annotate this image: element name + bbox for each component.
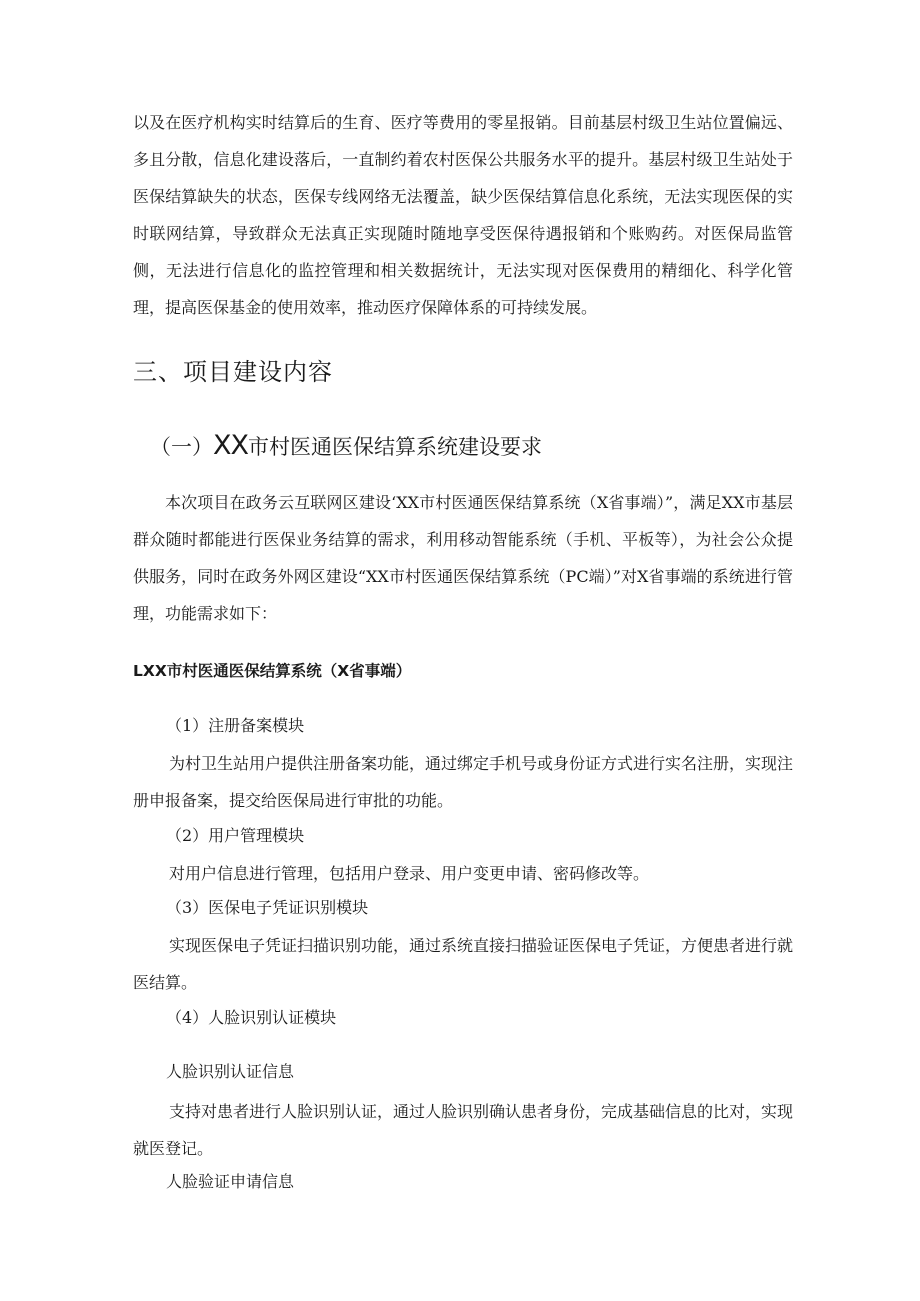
subsection-prefix: （一） xyxy=(150,435,213,459)
module-description: 实现医保电子凭证扫描识别功能，通过系统直接扫描验证医保电子凭证，方便患者进行就医结算。 xyxy=(133,936,794,992)
module-description: 为村卫生站用户提供注册备案功能，通过绑定手机号或身份证方式进行实名注册，实现注册申报备案，提交给医保局进行审批的功能。 xyxy=(133,754,794,810)
system-heading: LXX市村医通医保结算系统（X省事端） xyxy=(133,662,412,680)
subsection-title: 市村医通医保结算系统建设要求 xyxy=(248,435,542,459)
project-paragraph: 本次项目在政务云互联网区建设‘XX市村医通医保结算系统（X省事端）”，满足XX市基层群众随时都能进行医保业务结算的需求，利用移动智能系统（手机、平板等），为社会公众提供服务，同时在政务外网区建设“XX市村医通医保结算系统（PC端）”对X省事端的系统进行管理，功能需求如下： xyxy=(133,493,793,623)
section-heading: 三、项目建设内容 xyxy=(133,358,333,386)
module-title: （2）用户管理模块 xyxy=(166,826,305,845)
module-description: 对用户信息进行管理，包括用户登录、用户变更申请、密码修改等。 xyxy=(169,864,650,883)
module-title: （4）人脸识别认证模块 xyxy=(166,1008,337,1027)
module-title: （3）医保电子凭证识别模块 xyxy=(166,898,369,917)
intro-paragraph: 以及在医疗机构实时结算后的生育、医疗等费用的零星报销。目前基层村级卫生站位置偏远、多且分散，信息化建设落后，一直制约着农村医保公共服务水平的提升。基层村级卫生站处于医保结算缺失的状态，医保专线网络无法覆盖，缺少医保结算信息化系统，无法实现医保的实时联网结算，导致群众无法真正实现随时随地享受医保待遇报销和个账购药。对医保局监管侧，无法进行信息化的监控管理和相关数据统计，无法实现对医保费用的精细化、科学化管理，提高医保基金的使用效率，推动医疗保障体系的可持续发展。 xyxy=(133,113,793,317)
face-item-title: 人脸识别认证信息 xyxy=(166,1062,295,1081)
module-title: （1）注册备案模块 xyxy=(166,716,305,735)
face-item-title: 人脸验证申请信息 xyxy=(166,1172,295,1191)
face-item-description: 支持对患者进行人脸识别认证，通过人脸识别确认患者身份，完成基础信息的比对，实现就医登记。 xyxy=(133,1102,794,1158)
subsection-heading xyxy=(150,427,542,466)
subsection-xx: XX xyxy=(213,430,248,461)
